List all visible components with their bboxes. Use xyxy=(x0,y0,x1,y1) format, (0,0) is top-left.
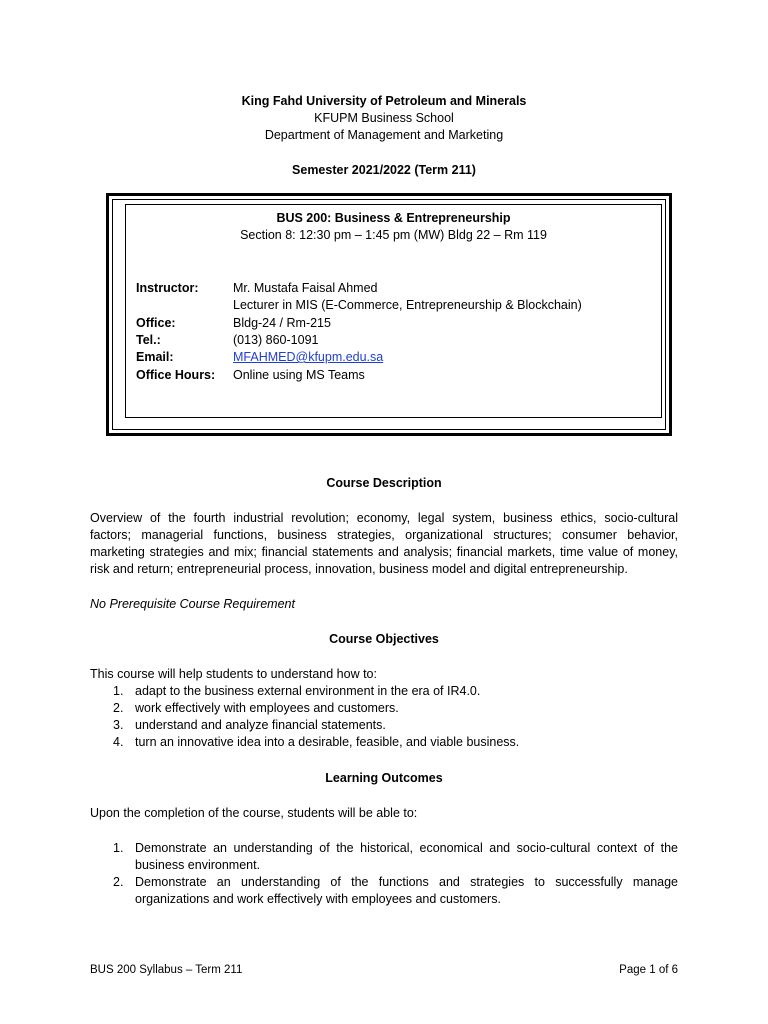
outcomes-intro: Upon the completion of the course, students will be able to: xyxy=(90,806,418,820)
list-item xyxy=(90,874,678,908)
course-objectives-heading: Course Objectives xyxy=(329,632,439,646)
list-text: organizations and work effectively with employees and customers. xyxy=(135,892,501,906)
description-line: marketing strategies and mix; financial statements and analysis; financial markets, time value of money, xyxy=(90,545,678,559)
office-value: Bldg-24 / Rm-215 xyxy=(233,316,331,330)
department-name: Department of Management and Marketing xyxy=(264,128,504,142)
instructor-name: Mr. Mustafa Faisal Ahmed xyxy=(233,281,378,295)
footer-course-label: BUS 200 Syllabus – Term 211 xyxy=(90,964,243,976)
list-number: 2. xyxy=(113,875,124,889)
university-name: King Fahd University of Petroleum and Minerals xyxy=(241,94,527,108)
course-section: Section 8: 12:30 pm – 1:45 pm (MW) Bldg 22 – Rm 119 xyxy=(240,228,547,242)
course-description-text xyxy=(90,510,678,578)
instructor-label: Instructor: xyxy=(136,281,199,295)
office-hours-value: Online using MS Teams xyxy=(233,368,365,382)
office-hours-label: Office Hours: xyxy=(136,368,216,382)
description-line: Overview of the fourth industrial revolution; economy, legal system, business ethics, socio-cultural xyxy=(90,511,678,525)
list-number: 1. xyxy=(113,841,124,855)
list-text: business environment. xyxy=(135,858,261,872)
list-number: 2. xyxy=(113,701,124,715)
list-text: understand and analyze financial statements. xyxy=(135,718,386,732)
list-item xyxy=(90,734,650,751)
email-value xyxy=(233,349,383,366)
list-item xyxy=(90,840,678,874)
list-item xyxy=(90,683,650,700)
semester-heading: Semester 2021/2022 (Term 211) xyxy=(292,163,476,177)
objectives-intro: This course will help students to understand how to: xyxy=(90,667,377,681)
list-item xyxy=(90,700,650,717)
prerequisite-note: No Prerequisite Course Requirement xyxy=(90,597,295,611)
list-number: 4. xyxy=(113,735,124,749)
office-label: Office: xyxy=(136,316,176,330)
list-text: work effectively with employees and customers. xyxy=(135,701,399,715)
email-label: Email: xyxy=(136,350,174,364)
list-text: adapt to the business external environment in the era of IR4.0. xyxy=(135,684,481,698)
tel-label: Tel.: xyxy=(136,333,161,347)
tel-value: (013) 860-1091 xyxy=(233,333,319,347)
instructor-title: Lecturer in MIS (E-Commerce, Entrepreneurship & Blockchain) xyxy=(233,298,582,312)
description-line: risk and return; entrepreneurial process, innovation, business model and digital entrepreneurship. xyxy=(90,562,628,576)
list-text: Demonstrate an understanding of the functions and strategies to successfully manage xyxy=(135,875,678,889)
description-line: factors; managerial functions, business strategies, organizational structures; consumer behavior, xyxy=(90,528,678,542)
list-item xyxy=(90,717,650,734)
learning-outcomes-heading: Learning Outcomes xyxy=(325,771,443,785)
list-text: Demonstrate an understanding of the historical, economical and socio-cultural context of the xyxy=(135,841,678,855)
school-name: KFUPM Business School xyxy=(314,111,454,125)
list-number: 3. xyxy=(113,718,124,732)
email-link[interactable]: MFAHMED@kfupm.edu.sa xyxy=(233,350,384,364)
outcomes-list xyxy=(90,840,678,908)
course-title: BUS 200: Business & Entrepreneurship xyxy=(276,211,511,225)
list-number: 1. xyxy=(113,684,124,698)
objectives-list xyxy=(90,683,650,751)
list-text: turn an innovative idea into a desirable, feasible, and viable business. xyxy=(135,735,520,749)
course-description-heading: Course Description xyxy=(326,476,442,490)
footer-page-number: Page 1 of 6 xyxy=(619,964,678,976)
